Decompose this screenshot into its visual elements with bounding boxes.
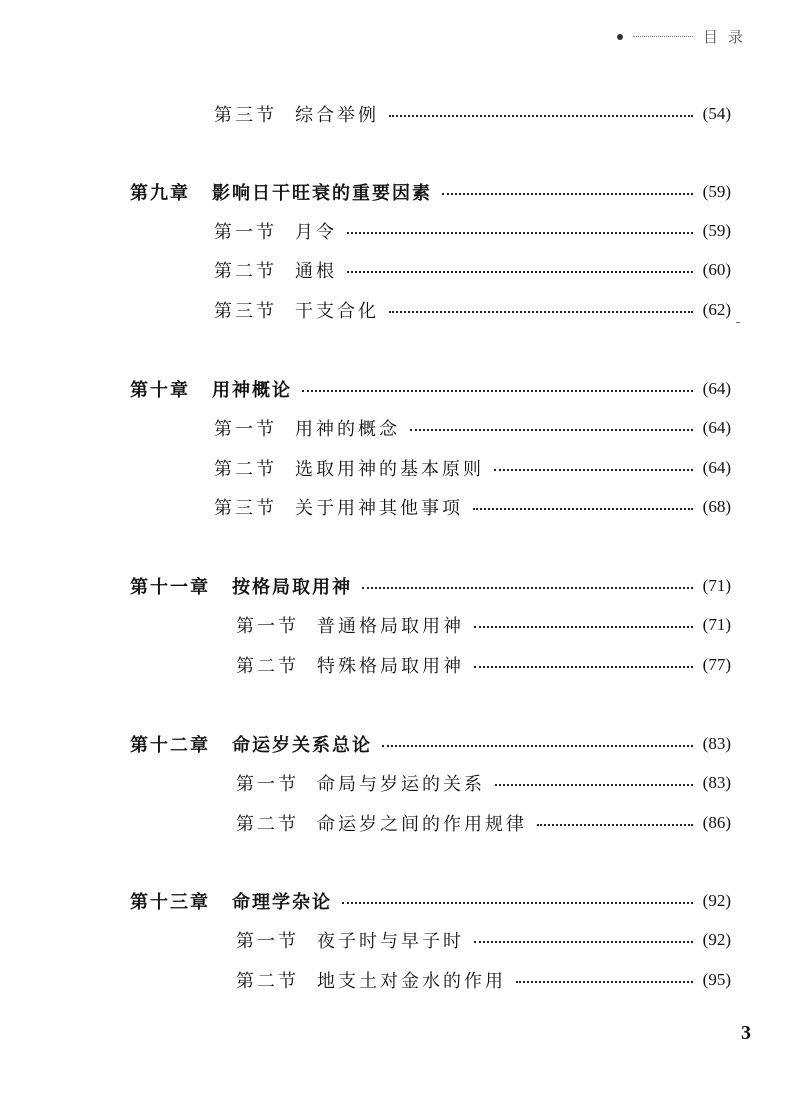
toc-section-title: 命局与岁运的关系 [317, 774, 485, 795]
toc-page-ref: (92) [702, 930, 731, 949]
toc-section-label: 第二节 [214, 261, 277, 282]
dot-leader [347, 271, 693, 273]
dot-leader [342, 902, 693, 904]
dot-leader [516, 981, 693, 983]
toc-section-title: 夜子时与早子时 [317, 931, 464, 952]
toc-section-title: 地支土对金水的作用 [317, 971, 506, 992]
toc-page-ref: (92) [702, 891, 731, 910]
toc-section-title: 命运岁之间的作用规律 [317, 814, 527, 835]
toc-section-label: 第三节 [214, 301, 277, 322]
toc-page-ref: (83) [702, 734, 731, 753]
toc-chapter-label: 第十二章 [130, 735, 210, 756]
toc-section-title: 通根 [295, 261, 337, 282]
toc-page-ref: (71) [702, 615, 731, 634]
toc-section-label: 第二节 [236, 814, 299, 835]
toc-chapter-title: 命运岁关系总论 [232, 735, 372, 756]
toc-chapter-label: 第十一章 [130, 577, 210, 598]
toc-section-label: 第二节 [236, 656, 299, 677]
dot-leader [389, 115, 693, 117]
dot-leader [382, 745, 693, 747]
toc-section-title: 特殊格局取用神 [317, 656, 464, 677]
toc-entry-chapter[interactable] [130, 375, 731, 403]
dot-leader [442, 193, 693, 195]
dot-leader [347, 232, 693, 234]
toc-entry-section[interactable] [214, 100, 731, 128]
dot-leader [473, 508, 693, 510]
toc-entry-section[interactable] [236, 966, 731, 994]
dot-leader [362, 587, 693, 589]
dot-leader [302, 390, 693, 392]
toc-section-label: 第三节 [214, 105, 277, 126]
toc-page-ref: (71) [702, 576, 731, 595]
toc-entry-section[interactable] [236, 926, 731, 954]
toc-chapter-label: 第九章 [130, 183, 190, 204]
toc-page-ref: (64) [702, 418, 731, 437]
toc-section-label: 第一节 [214, 419, 277, 440]
dot-leader [474, 626, 693, 628]
dot-leader [389, 311, 693, 313]
toc-page-ref: (77) [702, 655, 731, 674]
toc-chapter-title: 命理学杂论 [232, 892, 332, 913]
toc-chapter-title: 按格局取用神 [232, 577, 352, 598]
dot-leader [494, 469, 693, 471]
toc-entry-section[interactable] [236, 651, 731, 679]
toc-entry-chapter[interactable] [130, 178, 731, 206]
toc-page-ref: (64) [702, 458, 731, 477]
dot-leader [474, 666, 693, 668]
toc-section-label: 第一节 [236, 931, 299, 952]
header-title: 目录 [702, 28, 753, 46]
toc-chapter-label: 第十三章 [130, 892, 210, 913]
toc-entry-section[interactable] [236, 611, 731, 639]
toc-page-ref: (86) [702, 813, 731, 832]
toc-entry-section[interactable] [214, 217, 731, 245]
dot-leader [537, 824, 693, 826]
dot-leader [495, 784, 693, 786]
toc-entry-chapter[interactable] [130, 572, 731, 600]
toc-section-title: 干支合化 [295, 301, 379, 322]
toc-page-ref: (95) [702, 970, 731, 989]
toc-section-label: 第一节 [236, 774, 299, 795]
toc-page-ref: (59) [702, 221, 731, 240]
toc-page-ref: (64) [702, 379, 731, 398]
toc-section-label: 第二节 [236, 971, 299, 992]
margin-mark [736, 322, 740, 323]
toc-entry-section[interactable] [214, 493, 731, 521]
toc-entry-section[interactable] [236, 769, 731, 797]
toc-section-label: 第一节 [214, 222, 277, 243]
toc-section-label: 第三节 [214, 498, 277, 519]
toc-entry-section[interactable] [214, 454, 731, 482]
toc-section-title: 综合举例 [295, 105, 379, 126]
toc-section-label: 第一节 [236, 616, 299, 637]
toc-page-ref: (54) [702, 104, 731, 123]
toc-chapter-title: 用神概论 [212, 380, 292, 401]
toc-page-ref: (68) [702, 497, 731, 516]
toc-entry-section[interactable] [214, 256, 731, 284]
toc-page-ref: (83) [702, 773, 731, 792]
toc-entry-chapter[interactable] [130, 730, 731, 758]
toc-section-label: 第二节 [214, 459, 277, 480]
toc-chapter-title: 影响日干旺衰的重要因素 [212, 183, 432, 204]
toc-entry-chapter[interactable] [130, 887, 731, 915]
toc-section-title: 关于用神其他事项 [295, 498, 463, 519]
toc-section-title: 选取用神的基本原则 [295, 459, 484, 480]
toc-entry-section[interactable] [236, 809, 731, 837]
toc-entry-section[interactable] [214, 414, 731, 442]
toc-section-title: 用神的概念 [295, 419, 400, 440]
toc-page-ref: (60) [702, 260, 731, 279]
toc-page-ref: (59) [702, 182, 731, 201]
toc-page-ref: (62) [702, 300, 731, 319]
toc-entry-section[interactable] [214, 296, 731, 324]
dot-leader [410, 429, 693, 431]
dot-leader [474, 941, 693, 943]
toc-section-title: 月令 [295, 222, 337, 243]
toc-chapter-label: 第十章 [130, 380, 190, 401]
page-number: 3 [741, 1022, 751, 1044]
toc-section-title: 普通格局取用神 [317, 616, 464, 637]
